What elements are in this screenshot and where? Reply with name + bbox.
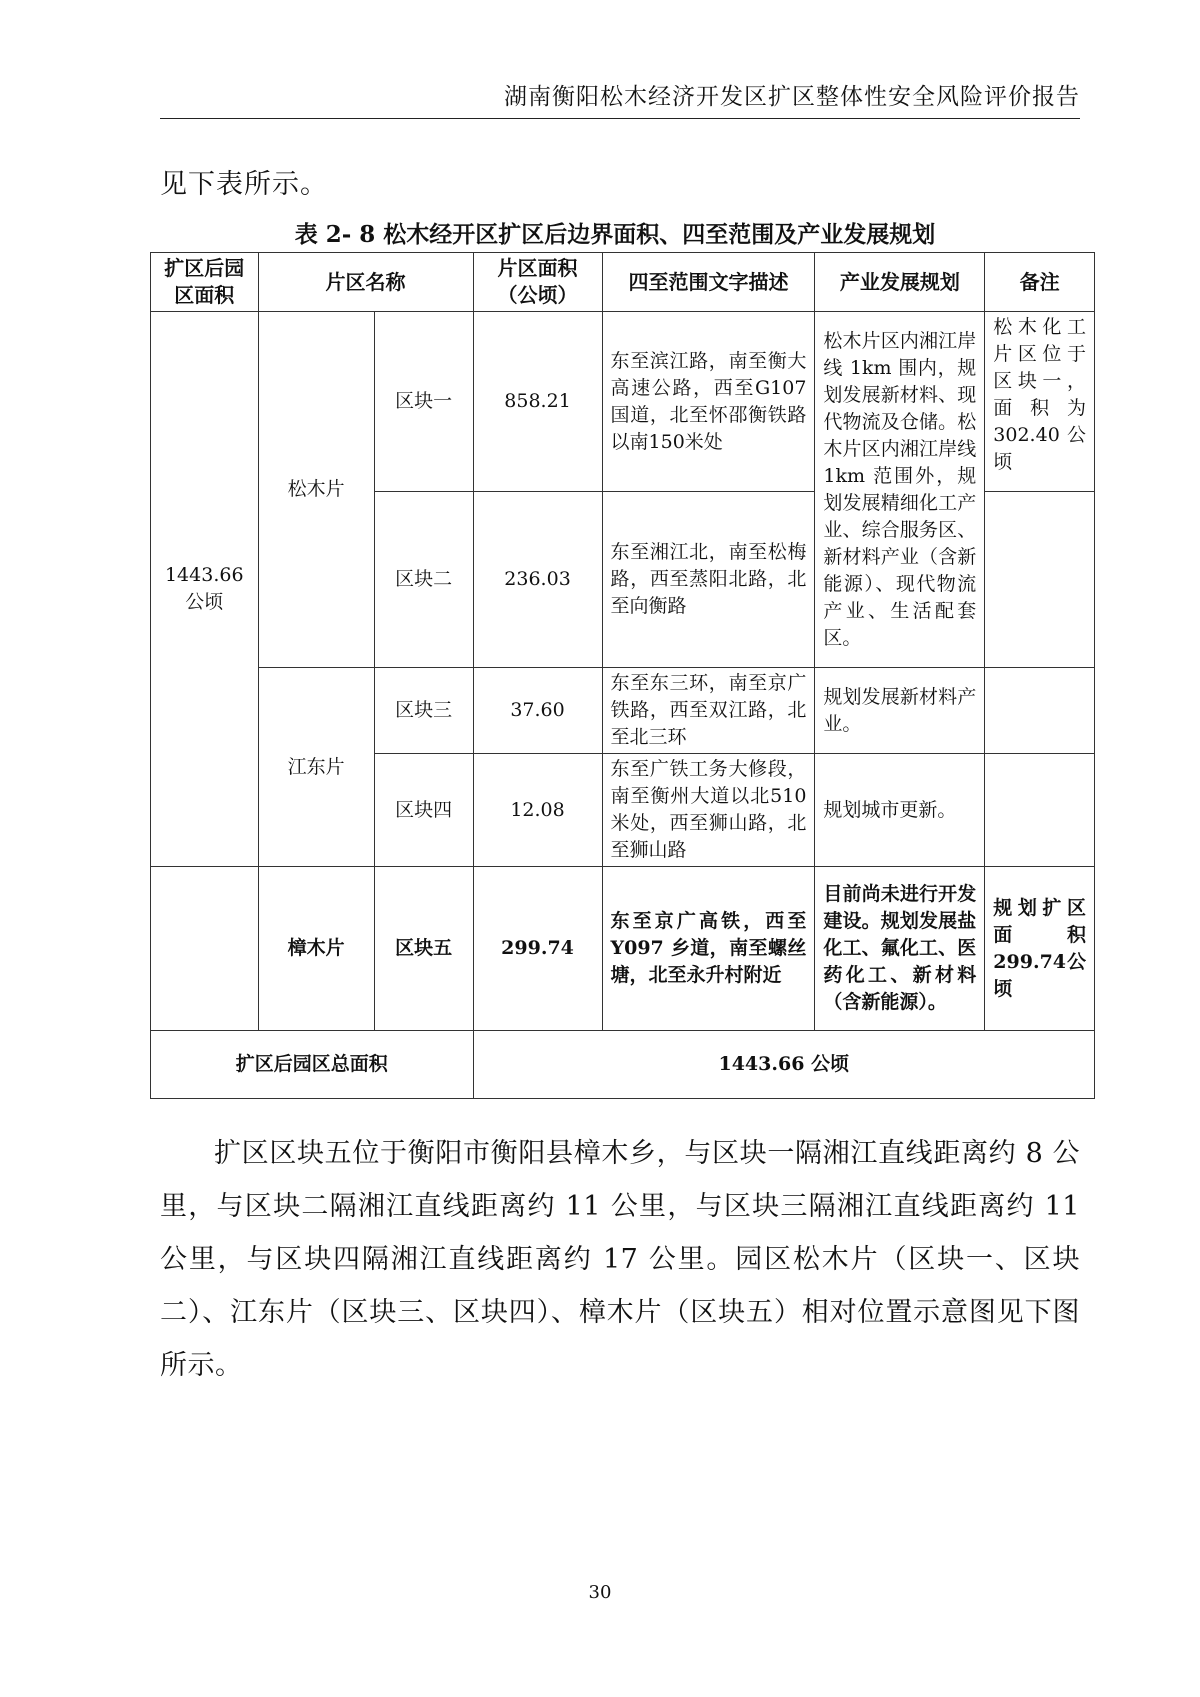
block-area: 858.21 [473,312,602,492]
total-label: 扩区后园区总面积 [151,1031,474,1099]
header-area-after: 扩区后园区面积 [151,253,259,312]
block5-remark: 规划扩区面积299.74公顷 [985,867,1095,1031]
block-boundary: 东至东三环，南至京广铁路，西至双江路，北至北三环 [602,668,815,754]
header-zone-area: 片区面积（公顷） [473,253,602,312]
table-row [151,312,1095,492]
block3-plan: 规划发展新材料产业。 [815,668,985,754]
intro-text: 见下表所示。 [160,169,328,200]
table-total-row [151,1031,1095,1099]
page-number: 30 [588,1582,612,1603]
empty-remark [985,754,1095,867]
header-plan: 产业发展规划 [815,253,985,312]
zone-songmu: 松木片 [258,312,374,668]
block-name: 区块一 [374,312,473,492]
total-value: 1443.66 公顷 [473,1031,1094,1099]
block-name: 区块二 [374,492,473,668]
header-remark: 备注 [985,253,1095,312]
header-boundary: 四至范围文字描述 [602,253,815,312]
header-divider [160,118,1080,119]
songmu-plan: 松木片区内湘江岸线 1km 围内，规划发展新材料、现代物流及仓储。松木片区内湘江岸线 1km 范围外，规划发展精细化工产业、综合服务区、新材料产业（含新能源）、现代物流产业、生活配套区。 [815,312,985,668]
block4-plan: 规划城市更新。 [815,754,985,867]
zone-area-table [150,252,1095,1099]
block-boundary: 东至湘江北，南至松梅路，西至蒸阳北路，北至向衡路 [602,492,815,668]
total-area-cell: 1443.66 公顷 [151,312,259,867]
block-area: 37.60 [473,668,602,754]
body-paragraph: 扩区区块五位于衡阳市衡阳县樟木乡，与区块一隔湘江直线距离约 8 公里，与区块二隔湘江直线距离约 11 公里，与区块三隔湘江直线距离约 11 公里，与区块四隔湘江直线距离约 17 公里。园区松木片（区块一、区块二）、江东片（区块三、区块四）、樟木片（区块五）相对位置示意图见下图所示。 [160,1138,1080,1381]
songmu-remark: 松木化工片区位于区块一，面积为 302.40公顷 [985,312,1095,492]
block-area: 299.74 [473,867,602,1031]
report-header-title: 湖南衡阳松木经济开发区扩区整体性安全风险评价报告 [504,84,1080,110]
block-area: 12.08 [473,754,602,867]
empty-remark [985,492,1095,668]
block-name: 区块三 [374,668,473,754]
block-boundary: 东至京广高铁，西至Y097 乡道，南至螺丝塘，北至永升村附近 [602,867,815,1031]
empty-remark [985,668,1095,754]
table-caption: 表 2- 8 松木经开区扩区后边界面积、四至范围及产业发展规划 [294,221,936,248]
empty-cell [151,867,259,1031]
block-boundary: 东至滨江路，南至衡大高速公路，西至G107国道，北至怀邵衡铁路以南150米处 [602,312,815,492]
block-name: 区块四 [374,754,473,867]
block-name: 区块五 [374,867,473,1031]
zone-jiangdong: 江东片 [258,668,374,867]
header-zone-name: 片区名称 [258,253,473,312]
block5-plan: 目前尚未进行开发建设。规划发展盐化工、氟化工、医药化工、新材料（含新能源）。 [815,867,985,1031]
block-area: 236.03 [473,492,602,668]
table-row [151,867,1095,1031]
block-boundary: 东至广铁工务大修段，南至衡州大道以北510米处，西至狮山路，北至狮山路 [602,754,815,867]
table-header-row [151,253,1095,312]
table-row [151,668,1095,754]
zone-zhangmu: 樟木片 [258,867,374,1031]
